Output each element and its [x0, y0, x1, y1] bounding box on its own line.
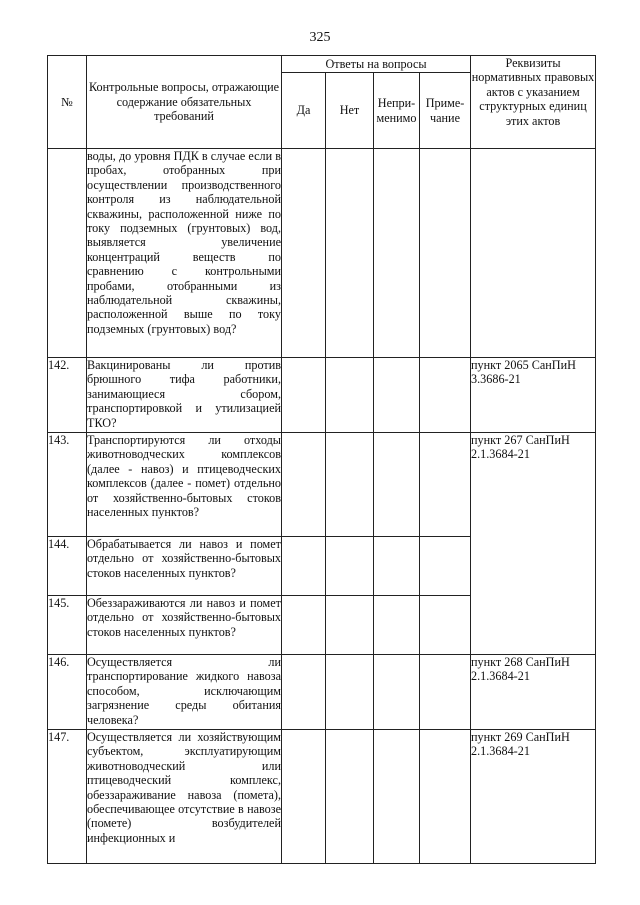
- table-row: [48, 358, 596, 433]
- table-row: [48, 730, 596, 864]
- answer-cell-yes: [282, 149, 326, 358]
- answer-cell-note: [420, 358, 471, 433]
- answer-cell-yes: [282, 596, 326, 655]
- answer-cell-yes: [282, 730, 326, 864]
- answer-cell-not-applicable: [374, 655, 420, 730]
- answer-cell-not-applicable: [374, 433, 420, 537]
- answer-cell-no: [326, 596, 374, 655]
- answer-cell-yes: [282, 537, 326, 596]
- header-answer-note: Приме-чание: [420, 73, 471, 149]
- row-reference: пункт 268 СанПиН 2.1.3684-21: [471, 655, 596, 730]
- row-number: 146.: [48, 655, 87, 730]
- table-row: [48, 655, 596, 730]
- header-answer-yes: Да: [282, 73, 326, 149]
- answer-cell-note: [420, 537, 471, 596]
- row-question: Транспортируются ли отходы животноводческих комплексов (далее - навоз) и птицеводческих комплексов (далее - помет) отдельно от хозяйственно-бытовых стоков населенных пунктов?: [87, 433, 282, 537]
- answer-cell-no: [326, 730, 374, 864]
- header-requisites: Реквизиты нормативных правовых актов с указанием структурных единиц этих актов: [471, 56, 596, 149]
- header-number: №: [48, 56, 87, 149]
- row-question: воды, до уровня ПДК в случае если в пробах, отобранных при осуществлении производственного контроля из наблюдательной скважины, расположенной ниже по току подземных (грунтовых) вод, выявляется увеличение концентраций веществ по сравнению с контрольными пробами, отобранными из наблюдательной скважины, расположенной выше по току подземных (грунтовых) вод?: [87, 149, 282, 358]
- header-row-1: [48, 56, 596, 73]
- answer-cell-note: [420, 433, 471, 537]
- row-number: 143.: [48, 433, 87, 537]
- answer-cell-not-applicable: [374, 596, 420, 655]
- answer-cell-not-applicable: [374, 730, 420, 864]
- table-row: [48, 149, 596, 358]
- header-question: Контрольные вопросы, отражающие содержание обязательных требований: [87, 56, 282, 149]
- row-reference: [471, 149, 596, 358]
- answer-cell-not-applicable: [374, 149, 420, 358]
- answer-cell-note: [420, 655, 471, 730]
- row-number: 144.: [48, 537, 87, 596]
- row-number: [48, 149, 87, 358]
- row-question: Осуществляется ли хозяйствующим субъектом, эксплуатирующим животноводческий или птицеводческий комплекс, обеззараживание навоза (помета), обеспечивающее отсутствие в навозе (помете) возбудителей инфекционных и: [87, 730, 282, 864]
- answer-cell-note: [420, 149, 471, 358]
- answer-cell-no: [326, 433, 374, 537]
- table-row: [48, 433, 596, 537]
- row-question: Вакцинированы ли против брюшного тифа работники, занимающиеся сбором, транспортировкой и утилизацией ТКО?: [87, 358, 282, 433]
- answer-cell-note: [420, 730, 471, 864]
- row-reference: пункт 269 СанПиН 2.1.3684-21: [471, 730, 596, 864]
- answer-cell-no: [326, 358, 374, 433]
- row-reference: пункт 267 СанПиН 2.1.3684-21: [471, 433, 596, 655]
- checklist-table: [47, 55, 596, 864]
- row-reference: пункт 2065 СанПиН 3.3686-21: [471, 358, 596, 433]
- answer-cell-no: [326, 149, 374, 358]
- page-number: 325: [309, 30, 331, 45]
- answer-cell-yes: [282, 358, 326, 433]
- answer-cell-note: [420, 596, 471, 655]
- answer-cell-not-applicable: [374, 537, 420, 596]
- row-number: 147.: [48, 730, 87, 864]
- row-number: 145.: [48, 596, 87, 655]
- header-answer-not-applicable: Непри-менимо: [374, 73, 420, 149]
- header-answers-group: Ответы на вопросы: [282, 56, 471, 73]
- row-question: Обрабатывается ли навоз и помет отдельно от хозяйственно-бытовых стоков населенных пунктов?: [87, 537, 282, 596]
- row-question: Обеззараживаются ли навоз и помет отдельно от хозяйственно-бытовых стоков населенных пунктов?: [87, 596, 282, 655]
- row-number: 142.: [48, 358, 87, 433]
- answer-cell-yes: [282, 433, 326, 537]
- answer-cell-yes: [282, 655, 326, 730]
- row-question: Осуществляется ли транспортирование жидкого навоза способом, исключающим загрязнение среды обитания человека?: [87, 655, 282, 730]
- header-answer-no: Нет: [326, 73, 374, 149]
- answer-cell-no: [326, 655, 374, 730]
- answer-cell-not-applicable: [374, 358, 420, 433]
- answer-cell-no: [326, 537, 374, 596]
